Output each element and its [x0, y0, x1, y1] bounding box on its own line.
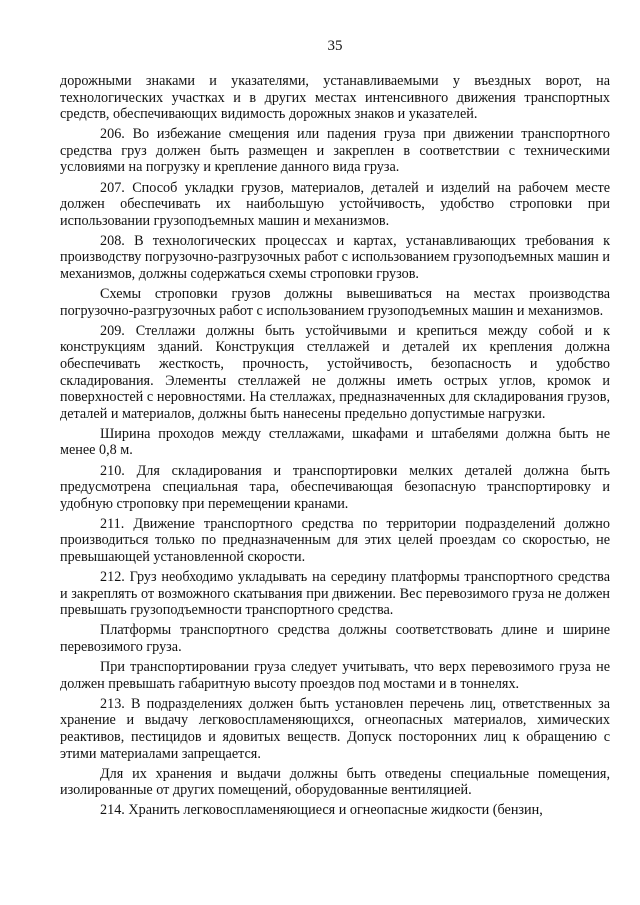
paragraph-207: 207. Способ укладки грузов, материалов, деталей и изделий на рабочем месте должен обеспечивать их наибольшую устойчивость, удобство строповки при использовании грузоподъемных машин и механизмов.	[60, 179, 610, 229]
paragraph-213-storage: Для их хранения и выдачи должны быть отведены специальные помещения, изолированные от других помещений, оборудованные вентиляцией.	[60, 765, 610, 799]
page-number: 35	[327, 38, 343, 54]
paragraph-213: 213. В подразделениях должен быть установлен перечень лиц, ответственных за хранение и выдачу легковоспламеняющихся, огнеопасных материалов, химических реактивов, пестицидов и ядовитых веществ. Допуск посторонних лиц к обращению с этими материалами запрещается.	[60, 695, 610, 762]
paragraph-206: 206. Во избежание смещения или падения груза при движении транспортного средства груз должен быть размещен и закреплен в соответствии с техническими условиями на погрузку и крепление данного вида груза.	[60, 126, 610, 176]
paragraph-210: 210. Для складирования и транспортировки мелких деталей должна быть предусмотрена специальная тара, обеспечивающая безопасную транспортировку и удобную строповку при перемещении кранами.	[60, 462, 610, 512]
paragraph-211: 211. Движение транспортного средства по территории подразделений должно производиться только по предназначенным для этих целей проездам со скоростью, не превышающей установленной скорости.	[60, 515, 610, 566]
paragraph-continuation: дорожными знаками и указателями, устанавливаемыми у въездных ворот, на технологических участках и в других местах интенсивного движения транспортных средств, обеспечивающих видимость дорожных знаков и указателей.	[60, 73, 610, 123]
paragraph-209: 209. Стеллажи должны быть устойчивыми и крепиться между собой и к конструкциям зданий. Конструкция стеллажей и деталей их крепления должна обеспечивать жесткость, прочность, устойчивость, безопасность и удобство складирования. Элементы стеллажей не должны иметь острых углов, кромок и поверхностей с неровностями. На стеллажах, предназначенных для складирования грузов, деталей и материалов, должны быть нанесены предельно допустимые нагрузки.	[60, 322, 610, 422]
paragraph-212-platforms: Платформы транспортного средства должны соответствовать длине и ширине перевозимого груза.	[60, 622, 610, 655]
document-body	[60, 73, 610, 819]
paragraph-212: 212. Груз необходимо укладывать на середину платформы транспортного средства и закреплять от возможного скатывания при движении. Вес перевозимого груза не должен превышать грузоподъемности транспортного средства.	[60, 569, 610, 619]
paragraph-212-height: При транспортировании груза следует учитывать, что верх перевозимого груза не должен превышать габаритную высоту проездов под мостами и в тоннелях.	[60, 659, 610, 692]
paragraph-214: 214. Хранить легковоспламеняющиеся и огнеопасные жидкости (бензин,	[100, 802, 543, 819]
paragraph-208-schemes: Схемы строповки грузов должны вывешиваться на местах производства погрузочно-разгрузочных работ с использованием грузоподъемных машин и механизмов.	[60, 286, 610, 319]
paragraph-209-passages: Ширина проходов между стеллажами, шкафами и штабелями должна быть не менее 0,8 м.	[60, 425, 610, 459]
paragraph-208: 208. В технологических процессах и картах, устанавливающих требования к производству погрузочно-разгрузочных работ с использованием грузоподъемных машин и механизмов, должны содержаться схемы строповки грузов.	[60, 232, 610, 283]
